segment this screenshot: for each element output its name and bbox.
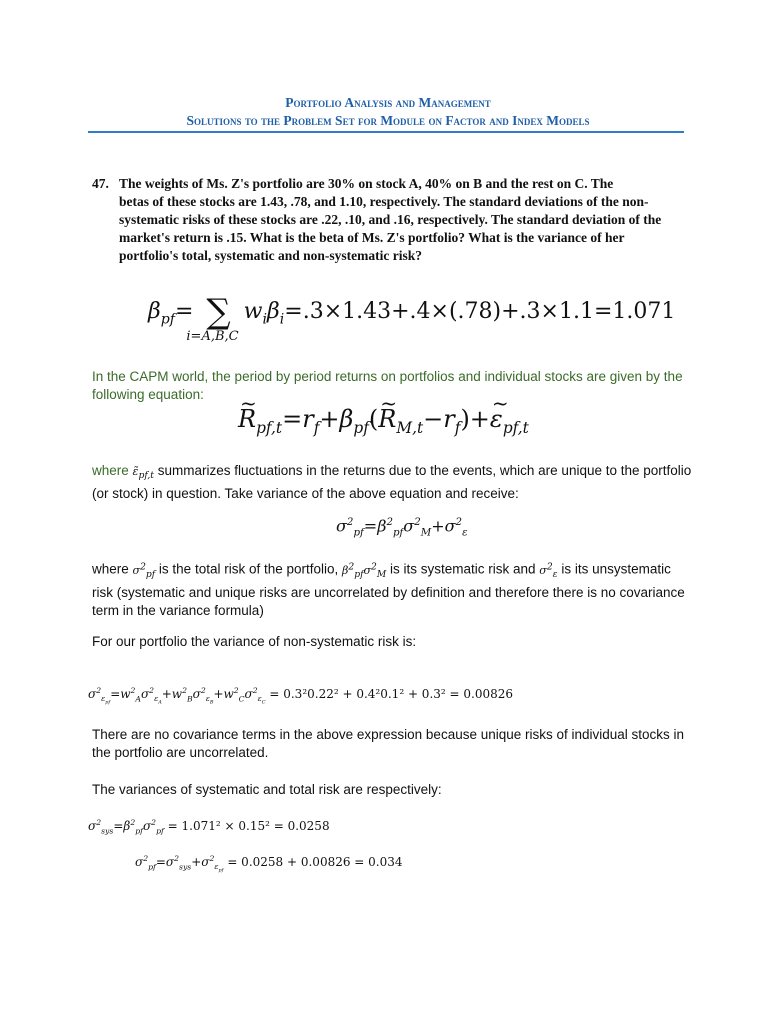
weight-symbol: w [243, 299, 263, 324]
problem-text-first: The weights of Ms. Z's portfolio are 30% on stock A, 40% on B and the rest on C. The [119, 176, 614, 191]
beta-symbol: β [148, 299, 161, 324]
variance-equation: $\sigma^2_{pf}=\beta^2_{pf}\sigma^2_M+\sigma^2_\varepsilon$ [336, 516, 468, 539]
where-1-text: summarizes fluctuations in the returns due to the events, which are unique to the portfolio (or stock) in question. Take variance of the above equation and receive: [92, 463, 692, 502]
header-divider [88, 131, 684, 133]
document-title: Portfolio Analysis and Management [285, 95, 491, 110]
where-paragraph-2 [92, 558, 692, 620]
beta-i-sub: i [279, 311, 285, 328]
where2-word: where [92, 561, 129, 577]
problem-number: 47. [92, 176, 109, 191]
beta-equation: $\beta_{pf}=$ ∑ i=A,B,C $w_i\beta_i=.3\times 1.43+.4\times(.78)+.3\times 1.1=1.071$ [148, 292, 676, 344]
total-risk-symbol: $\sigma^2_{pf}$ [132, 561, 156, 580]
summation: ∑ i=A,B,C [186, 292, 239, 344]
our-portfolio-paragraph: For our portfolio the variance of non-systematic risk is: [92, 634, 417, 649]
where2-text-d: is its unsystematic risk (systematic and unique risks are uncorrelated by definition and therefore there is no covariance term in the variance formula) [92, 561, 685, 618]
total-variance-equation: $\sigma^2_{pf}=\sigma^2_{sys}+\sigma^2_{\varepsilon_{pf}} = 0.0258 + 0.00826 = 0.034$ [135, 854, 403, 874]
epsilon-inline: $\varepsiloñ_{pf,t}$ [132, 465, 154, 482]
document-subtitle: Solutions to the Problem Set for Module on Factor and Index Models [186, 113, 590, 128]
nonsystematic-result: = 0.3²0.22² + 0.4²0.1² + 0.3² = 0.00826 [269, 687, 514, 701]
systematic-risk-symbol: $\beta^2_{pf}\sigma^2_M$ [342, 561, 387, 580]
systematic-result: = 1.071² × 0.15² = 0.0258 [167, 819, 330, 833]
capm-equation: ~ $R_{pf,t}=r_f+\beta_{pf}(\sim$ $R_{M,t}-r_f)+\sim$ $\varepsilon_{pf,t}$ [238, 405, 529, 437]
variances-paragraph: The variances of systematic and total risk are respectively: [92, 782, 442, 797]
nonsystematic-variance-equation: $\sigma^2_{\varepsilon_{pf}}=w^2_A\sigma^2_{\varepsilon_A}+w^2_B\sigma^2_{\varepsilon_B}+w^2_C\sigma^2_{\varepsilon_C} = 0.3^20.22^2 + 0.4^20.1^2 + 0.3^2 = 0.00826$ [88, 686, 514, 706]
beta-subscript: pf [160, 311, 175, 328]
systematic-variance-equation: $\sigma^2_{sys}=\beta^2_{pf}\sigma^2_{pf} = 1.071^2 \times 0.15^2 = 0.0258$ [88, 818, 330, 836]
capm-intro: In the CAPM world, the period by period returns on portfolios and individual stocks are given by the following equation: [92, 369, 683, 402]
where-word: where [92, 463, 129, 478]
document-header [92, 94, 684, 130]
total-result: = 0.0258 + 0.00826 = 0.034 [227, 855, 403, 869]
problem-statement [92, 175, 682, 265]
no-covariance-paragraph: There are no covariance terms in the above expression because unique risks of individual stocks in the portfolio are uncorrelated. [92, 727, 685, 760]
sum-index: i=A,B,C [186, 329, 239, 344]
where-paragraph-1 [92, 462, 692, 503]
unsystematic-risk-symbol: $\sigma^2_\varepsilon$ [539, 561, 558, 580]
beta-i-symbol: β [267, 299, 280, 324]
weight-sub: i [262, 311, 268, 328]
where2-text-c: is its systematic risk and [389, 561, 536, 577]
problem-text-rest: betas of these stocks are 1.43, .78, and 1.10, respectively. The standard deviations of the non-systematic risks of these stocks are .22, .10, and .16, respectively. The standard deviation of the market's return is .15. What is the beta of Ms. Z's portfolio? What is the variance of her portfolio's total, systematic and non-systematic risk? [119, 194, 662, 263]
beta-result: =.3×1.43+.4×(.78)+.3×1.1=1.071 [284, 299, 676, 324]
where2-text-b: is the total risk of the portfolio, [158, 561, 339, 577]
